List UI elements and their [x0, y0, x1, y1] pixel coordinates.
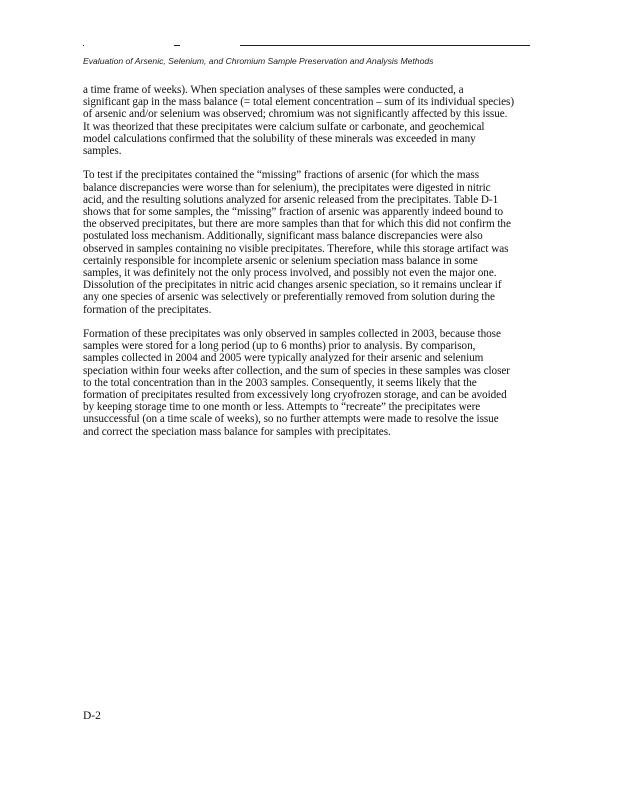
text-line: Formation of these precipitates was only observed in samples collected in 2003, because those: [83, 328, 501, 341]
paragraph-2: [83, 169, 535, 315]
text-line: significant gap in the mass balance (= total element concentration – sum of its individual species): [83, 96, 515, 109]
body-text: [83, 84, 535, 450]
text-line: samples.: [83, 145, 122, 158]
text-line: acid, and the resulting solutions analyzed for arsenic released from the precipitates. Table D-1: [83, 193, 499, 206]
text-line: postulated loss mechanism. Additionally, significant mass balance discrepancies were also: [83, 230, 483, 243]
text-line: samples collected in 2004 and 2005 were typically analyzed for their arsenic and selenium: [83, 352, 484, 365]
text-line: Dissolution of the precipitates in nitric acid changes arsenic speciation, so it remains unclear if: [83, 279, 502, 292]
text-line: samples, it was definitely not the only process involved, and possibly not even the major one.: [83, 267, 497, 280]
header-rule-left: [83, 45, 84, 46]
header-rule-right: [240, 45, 530, 46]
text-line: unsuccessful (on a time scale of weeks), so no further attempts were made to resolve the issue: [83, 413, 499, 426]
text-line: samples were stored for a long period (up to 6 months) prior to analysis. By comparison,: [83, 340, 476, 353]
text-line: and correct the speciation mass balance for samples with precipitates.: [83, 425, 391, 438]
paragraph-3: [83, 328, 535, 438]
page-number: D-2: [83, 710, 101, 722]
text-line: To test if the precipitates contained the “missing” fractions of arsenic (for which the mass: [83, 169, 479, 182]
text-line: to the total concentration than in the 2003 samples. Consequently, it seems likely that the: [83, 376, 477, 389]
text-line: any one species of arsenic was selectively or preferentially removed from solution during the: [83, 291, 495, 304]
text-line: formation of the precipitates.: [83, 303, 212, 316]
text-line: balance discrepancies were worse than for selenium), the precipitates were digested in nitric: [83, 181, 491, 194]
text-line: a time frame of weeks). When speciation analyses of these samples were conducted, a: [83, 84, 464, 96]
text-line: It was theorized that these precipitates were calcium sulfate or carbonate, and geochemical: [83, 120, 485, 133]
paragraph-1: [83, 84, 535, 157]
text-line: of arsenic and/or selenium was observed; chromium was not significantly affected by this issue.: [83, 108, 508, 121]
running-header-title: Evaluation of Arsenic, Selenium, and Chromium Sample Preservation and Analysis Methods: [83, 56, 434, 66]
text-line: shows that for some samples, the “missing” fraction of arsenic was apparently indeed bound to: [83, 206, 504, 219]
text-line: model calculations confirmed that the solubility of these minerals was exceeded in many: [83, 132, 476, 145]
header-rule-middle: [174, 45, 180, 46]
text-line: formation of precipitates resulted from excessively long cryofrozen storage, and can be avoided: [83, 389, 507, 402]
text-line: certainly responsible for incomplete arsenic or selenium speciation mass balance in some: [83, 254, 478, 267]
text-line: by keeping storage time to one month or less. Attempts to “recreate” the precipitates were: [83, 401, 481, 414]
text-line: the observed precipitates, but there are more samples than that for which this did not confirm the: [83, 218, 511, 231]
text-line: observed in samples containing no visible precipitates. Therefore, while this storage artifact was: [83, 242, 509, 255]
text-line: speciation within four weeks after collection, and the sum of species in these samples was closer: [83, 364, 510, 377]
